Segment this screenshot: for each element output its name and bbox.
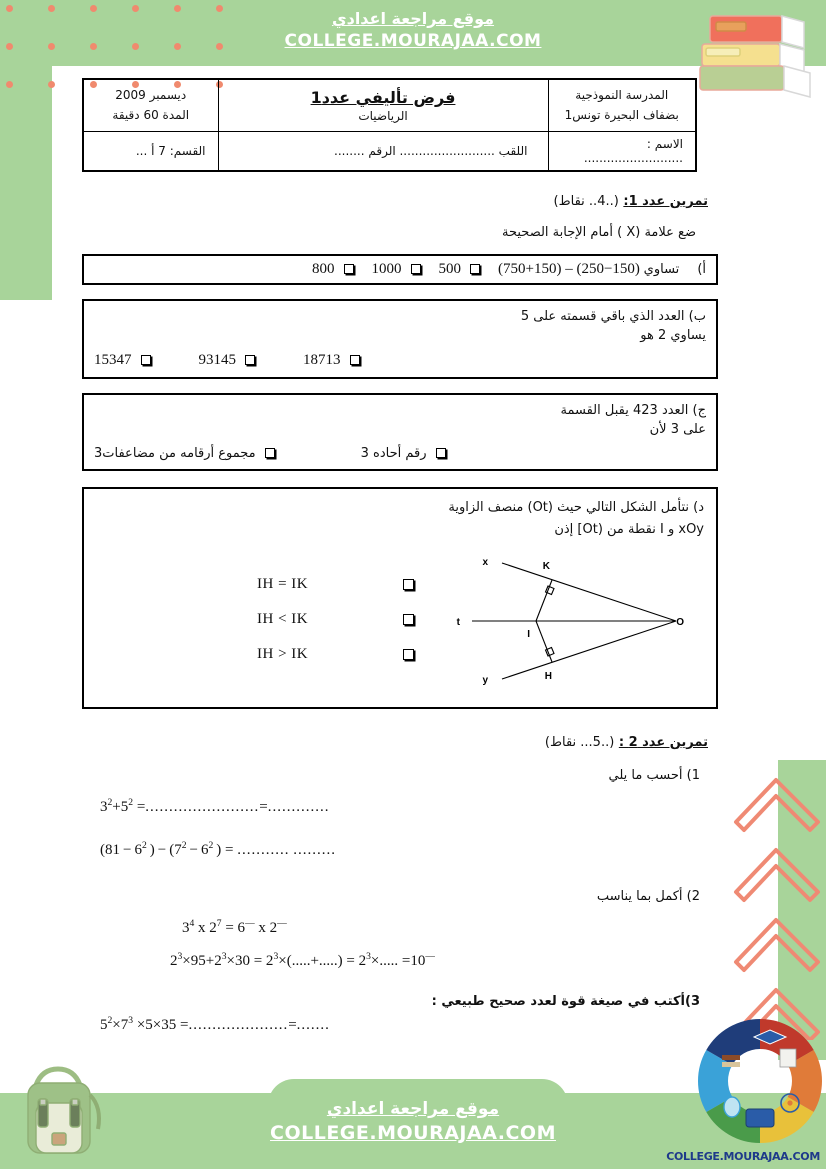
checkbox-icon[interactable]	[344, 264, 354, 274]
identity-row-header	[83, 79, 696, 131]
checkbox-icon[interactable]	[436, 448, 446, 458]
question-b-option-2-label: 93145	[198, 351, 236, 368]
checkbox-icon[interactable]	[403, 614, 414, 625]
figure-label-K: K	[542, 560, 550, 572]
checkbox-icon[interactable]	[350, 355, 360, 365]
exam-paper	[70, 78, 730, 1034]
question-c-options	[94, 446, 706, 461]
question-a-stem: (750+150) – (250−150) تساوي	[498, 260, 680, 277]
question-d-options	[96, 576, 444, 663]
question-d-option-2[interactable]	[106, 611, 414, 628]
student-nickname-field[interactable]: اللقب ......................... الرقم ........	[218, 131, 548, 171]
question-c-option-2-label: رقم أحاده 3	[360, 445, 427, 461]
site-header-url: COLLEGE.MOURAJAA.COM	[284, 31, 542, 52]
checkbox-icon[interactable]	[403, 649, 414, 660]
exercise2-part3-expr: $5^2\times 7^3 \times 5\times 35$ =.....................=.......	[100, 1014, 330, 1033]
checkbox-icon[interactable]	[470, 264, 480, 274]
exam-date: ديسمبر 2009	[115, 88, 187, 102]
question-d-stem-line1: د) نتأمل الشكل التالي حيث (Ot) منصف الزاوية	[448, 499, 704, 515]
exercise1-points: (..4.. نقاط)	[553, 193, 619, 209]
question-a-option-1[interactable]	[439, 261, 481, 278]
identity-row-student	[83, 131, 696, 171]
figure-label-t: t	[456, 616, 460, 628]
checkbox-icon[interactable]	[411, 264, 421, 274]
exam-duration: المدة 60 دقيقة	[112, 108, 190, 123]
school-name-line1: المدرسة النموذجية	[575, 88, 669, 102]
exercise2-part1-label: 1) أحسب ما يلي	[608, 767, 700, 783]
checkbox-icon[interactable]	[245, 355, 255, 365]
question-b-option-1-label: 15347	[94, 351, 132, 368]
figure-label-I: I	[527, 628, 530, 640]
exercise1-instruction: ضع علامة (X ) أمام الإجابة الصحيحة	[502, 224, 696, 240]
figure-label-O: O	[676, 616, 684, 628]
school-name-line2: بضفاف البحيرة تونس1	[564, 108, 679, 123]
question-c-option-2[interactable]	[361, 446, 446, 461]
question-c-stem-line1: ج) العدد 423 يقبل القسمة	[560, 402, 706, 418]
student-name-field[interactable]: الاسم : ..........................	[548, 131, 696, 171]
exam-subject: الرياضيات	[358, 108, 408, 123]
question-c-stem-line2: على 3 لأن	[649, 422, 706, 438]
question-d-box	[82, 487, 718, 709]
checkbox-icon[interactable]	[403, 579, 414, 590]
logo-caption: COLLEGE.MOURAJAA.COM	[666, 1150, 820, 1163]
question-b-stem-line1: ب) العدد الذي باقي قسمته على 5	[520, 308, 706, 324]
exam-identity-table	[82, 78, 697, 172]
exam-date-cell	[83, 79, 218, 131]
question-d-option-1-label: IH = IK	[257, 576, 309, 593]
student-class-field[interactable]: القسم: 7 أ ...	[83, 131, 218, 171]
question-a-option-2-label: 1000	[371, 260, 402, 277]
question-a-letter: أ)	[697, 261, 706, 277]
exercise2-part3-label: 3)أكتب في صيغة قوة لعدد صحيح طبيعي :	[431, 993, 700, 1009]
exercise1-heading	[70, 194, 708, 209]
decorative-dot	[48, 81, 55, 88]
exercise2-label: تمرين عدد 2 :	[618, 734, 708, 750]
exercise2-points: (..5... نقاط)	[544, 734, 615, 750]
question-a-option-3-label: 800	[312, 260, 335, 277]
question-a-box	[82, 254, 718, 285]
question-d-option-3-label: IH > IK	[257, 646, 309, 663]
exercise2-part2-expr1: $3^4$ x $2^7 = 6^{--}$ x 2––	[182, 917, 287, 936]
figure-label-H: H	[544, 670, 552, 682]
question-d-option-3[interactable]	[106, 646, 414, 663]
exercise2-part2-expr2: $2^3\times 95+2^3\times 30 = 2^3\times(.....+.....) = 2^3\times$..... =10––	[170, 950, 435, 969]
question-a-option-1-label: 500	[438, 260, 462, 277]
decorative-dot	[6, 81, 13, 88]
exercise1-label: تمرين عدد 1:	[623, 193, 708, 209]
question-b-options	[94, 352, 706, 369]
question-b-stem-line2: يساوي 2 هو	[640, 328, 706, 344]
checkbox-icon[interactable]	[265, 448, 275, 458]
question-b-option-2[interactable]	[199, 352, 256, 369]
question-b-option-1[interactable]	[94, 352, 151, 369]
site-footer-branding	[0, 1098, 826, 1147]
figure-label-x: x	[482, 556, 488, 568]
chevron-decorations	[730, 770, 826, 1040]
exercise2-part1-expr1: $3^2+5^2$ =........................=.............	[100, 796, 330, 815]
site-footer-arabic: موقع مراجعة اعدادي	[326, 1099, 500, 1120]
site-footer-url: COLLEGE.MOURAJAA.COM	[270, 1122, 556, 1145]
checkbox-icon[interactable]	[141, 355, 151, 365]
figure-label-y: y	[482, 674, 488, 686]
school-cell	[548, 79, 696, 131]
question-c-box	[82, 393, 718, 471]
exam-title-cell	[218, 79, 548, 131]
question-a-option-2[interactable]	[372, 261, 421, 278]
exercise2-part2-label: 2) أكمل بما يناسب	[596, 888, 700, 904]
question-b-box	[82, 299, 718, 379]
exercise2-heading	[70, 735, 708, 750]
question-c-option-1[interactable]	[94, 446, 275, 461]
exam-title: فرض تأليفي عدد1	[310, 87, 456, 107]
question-c-option-1-label: مجموع أرقامه من مضاعفات3	[94, 445, 256, 461]
site-header-arabic: موقع مراجعة اعدادي	[331, 9, 495, 28]
site-header-branding	[0, 8, 826, 54]
question-d-stem-line2: xOy و I نقطة من (Ot] إذن	[554, 521, 704, 537]
exercise2-part1-expr2: ($81 - 6^2$ ) − ($7^2 - 6^2$ ) = ........... .........	[100, 839, 337, 858]
angle-bisector-figure	[444, 543, 704, 697]
question-b-option-3-label: 18713	[303, 351, 341, 368]
question-d-option-1[interactable]	[106, 576, 414, 593]
question-a-option-3[interactable]	[312, 261, 354, 278]
question-d-option-2-label: IH < IK	[257, 611, 309, 628]
question-b-option-3[interactable]	[303, 352, 360, 369]
